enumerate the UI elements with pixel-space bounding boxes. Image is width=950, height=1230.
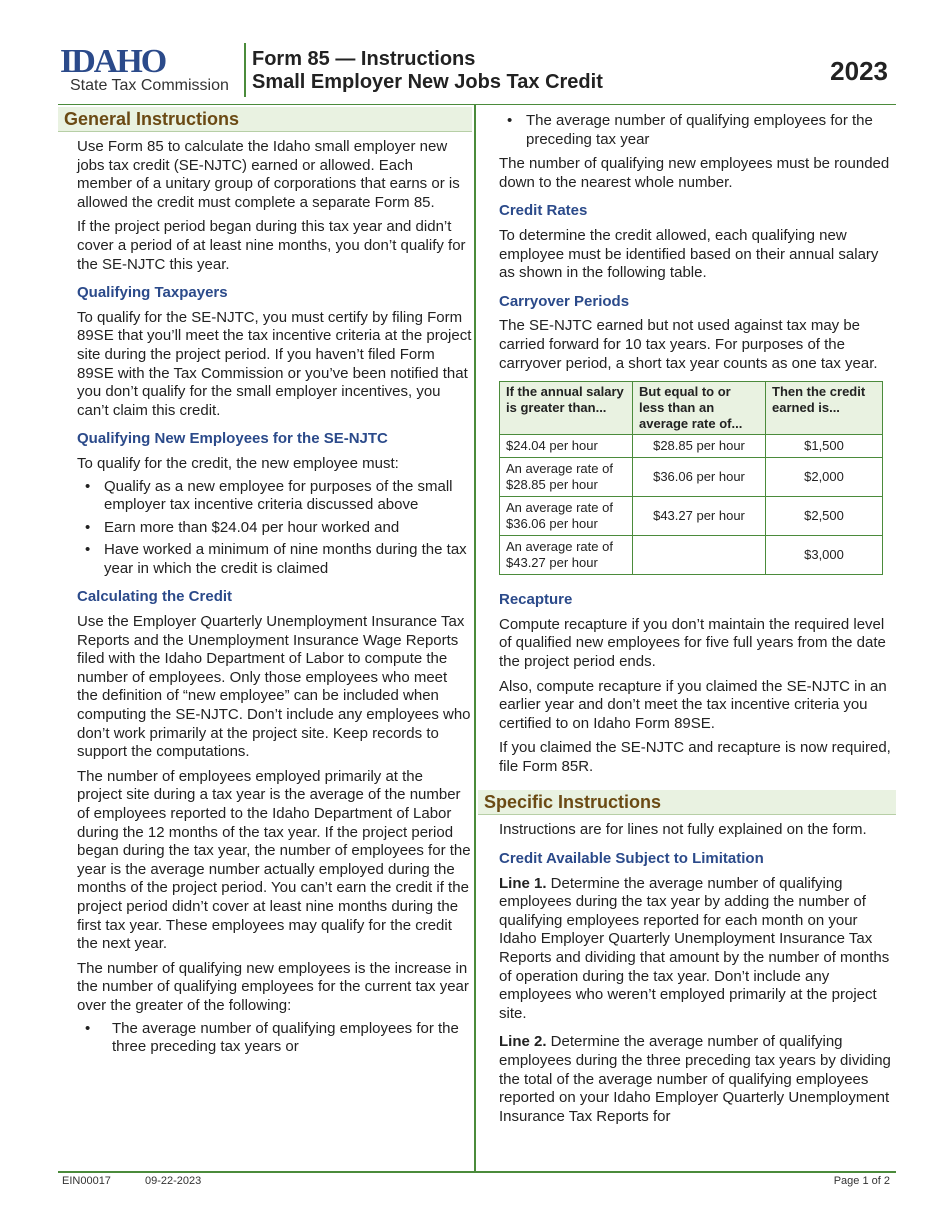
calculating-paragraph-3: The number of qualifying new employees is the increase in the number of qualifying employees for the current tax year over the greater of the following: [77, 959, 469, 1014]
table-row [500, 435, 883, 458]
table-cell: An average rate of $43.27 per hour [500, 536, 633, 575]
table-header-cell: If the annual salary is greater than... [500, 382, 633, 435]
qualifying-new-employees-list [77, 478, 472, 579]
general-instructions-heading: General Instructions [58, 107, 472, 132]
left-column [58, 107, 472, 1063]
general-instructions-body [58, 138, 472, 1057]
list-item: • The average number of qualifying employees for the three preceding tax years or [77, 1020, 472, 1057]
calculating-paragraph-2: The number of employees employed primarily at the project site during a tax year is the average of the number of employees reported to the Idaho Department of Labor during the 12 months of the tax year. If the project period began during the tax year, the number of employees for the year is the average number actually employed during the months of the project period. You can’t earn the credit if the project period didn’t cover at least nine months during the first tax year. These employees may qualify for the credit the next year. [77, 767, 471, 953]
table-cell: An average rate of $28.85 per hour [500, 458, 633, 497]
table-cell: $43.27 per hour [633, 497, 766, 536]
table-row [500, 497, 883, 536]
rounding-paragraph: The number of qualifying new employees must be rounded down to the nearest whole number. [499, 155, 890, 191]
table-cell: $24.04 per hour [500, 435, 633, 458]
right-column [478, 112, 896, 1132]
table-header-cell: But equal to or less than an average rate of... [633, 382, 766, 435]
column-divider [474, 105, 476, 1171]
recapture-paragraph-1: Compute recapture if you don’t maintain the required level of qualified new employees for five full years from the date the project period ends. [499, 615, 886, 670]
line-2-label: Line 2. [499, 1033, 547, 1051]
header-divider [244, 43, 246, 97]
specific-instructions-body [478, 821, 896, 1126]
credit-rates-heading: Credit Rates [499, 202, 588, 220]
list-item: • The average number of qualifying employees for the preceding tax year [499, 112, 896, 149]
calculating-credit-heading: Calculating the Credit [77, 588, 233, 606]
form-code: EIN00017 [62, 1175, 111, 1187]
general-paragraph-1: Use Form 85 to calculate the Idaho small employer new jobs tax credit (SE-NJTC) earned or allowed. Each member of a unitary group of corporations that earns or is allowed the credit must complete a separate Form 85. [77, 138, 460, 211]
credit-rates-paragraph: To determine the credit allowed, each qualifying new employee must be identified based on their annual salary as shown in the following table. [499, 226, 879, 282]
header-rule [58, 104, 896, 105]
general-paragraph-2: If the project period began during this tax year and didn’t cover a period of at least nine months, you don’t qualify for the SE-NJTC this year. [77, 218, 466, 273]
logo-wordmark: IDAHO [60, 43, 166, 80]
calculating-paragraph-1: Use the Employer Quarterly Unemployment Insurance Tax Reports and the Unemployment Insurance Wage Reports filed with the Idaho Department of Labor to compute the number of employees. Only those employees who meet the definition of “new employee” can be included when computing the SE-NJTC. Don’t include any employees who don’t work primarily at the project site. Keep records to support the computations. [77, 613, 471, 761]
page-header [0, 0, 950, 106]
credit-rates-table [499, 381, 883, 575]
table-row [500, 536, 883, 575]
idaho-tax-commission-logo [60, 44, 240, 98]
recapture-paragraph-2: Also, compute recapture if you claimed the SE-NJTC in an earlier year and don’t meet the tax incentive criteria you certified to on Idaho Form 89SE. [499, 677, 887, 732]
specific-instructions-heading: Specific Instructions [478, 790, 896, 815]
qualifying-new-employees-heading: Qualifying New Employees for the SE-NJTC [77, 430, 388, 448]
table-cell: $28.85 per hour [633, 435, 766, 458]
table-cell: $2,500 [766, 497, 883, 536]
table-cell: $3,000 [766, 536, 883, 575]
qualifying-taxpayers-paragraph: To qualify for the SE-NJTC, you must certify by filing Form 89SE that you’ll meet the tax incentive criteria at the project site during the project period. If you haven’t filed Form 89SE with the Tax Commission or you’ve been notified that you don’t qualify for the small employer incentives, you can’t claim this credit. [77, 308, 472, 419]
table-cell: An average rate of $36.06 per hour [500, 497, 633, 536]
right-column-top [478, 112, 896, 776]
line-1-label: Line 1. [499, 874, 547, 892]
list-item: • Qualify as a new employee for purposes of the small employer tax incentive criteria discussed above [77, 478, 472, 515]
table-cell: $36.06 per hour [633, 458, 766, 497]
specific-intro: Instructions are for lines not fully explained on the form. [499, 821, 867, 839]
tax-year: 2023 [830, 56, 888, 86]
form-subtitle: Small Employer New Jobs Tax Credit [252, 71, 603, 93]
table-cell: $2,000 [766, 458, 883, 497]
carryover-periods-heading: Carryover Periods [499, 292, 630, 310]
table-header-cell: Then the credit earned is... [766, 382, 883, 435]
qualifying-taxpayers-heading: Qualifying Taxpayers [77, 284, 228, 302]
list-item: • Earn more than $24.04 per hour worked and [77, 519, 472, 538]
footer-rule [58, 1171, 896, 1173]
carryover-paragraph: The SE-NJTC earned but not used against tax may be carried forward for 10 tax years. For purposes of the carryover period, a short tax year counts as one tax year. [499, 317, 878, 372]
recapture-heading: Recapture [499, 591, 573, 609]
revision-date: 09-22-2023 [145, 1175, 202, 1187]
list-item: • Have worked a minimum of nine months during the tax year in which the credit is claimed [77, 541, 472, 578]
table-cell [633, 536, 766, 575]
line-2-text: Determine the average number of qualifying employees during the three preceding tax years by dividing the total of the average number of qualifying employees reported on your Idaho Employer Quarterly Unemployment Insurance Tax Reports for [499, 1033, 891, 1125]
table-row [500, 458, 883, 497]
qualifying-new-employees-intro: To qualify for the credit, the new employee must: [77, 454, 399, 472]
calculating-list [77, 1020, 472, 1057]
credit-available-heading: Credit Available Subject to Limitation [499, 850, 764, 868]
line-1-instructions [499, 875, 896, 1024]
table-header-row [500, 382, 883, 435]
page-number: Page 1 of 2 [833, 1175, 890, 1187]
line-2-instructions [499, 1033, 896, 1126]
preceding-year-list [499, 112, 896, 149]
recapture-paragraph-3: If you claimed the SE-NJTC and recapture is now required, file Form 85R. [499, 739, 891, 775]
logo-subtitle: State Tax Commission [70, 77, 229, 94]
line-1-text: Determine the average number of qualifying employees during the tax year by adding the number of qualifying employees reported for each month on your Idaho Employer Quarterly Unemployment Insurance Tax Reports and dividing that amount by the number of months of operation during the tax year. Don’t include any employees who weren’t employed primarily at the project site. [499, 874, 890, 1022]
table-cell: $1,500 [766, 435, 883, 458]
form-title: Form 85 — Instructions [252, 48, 476, 70]
